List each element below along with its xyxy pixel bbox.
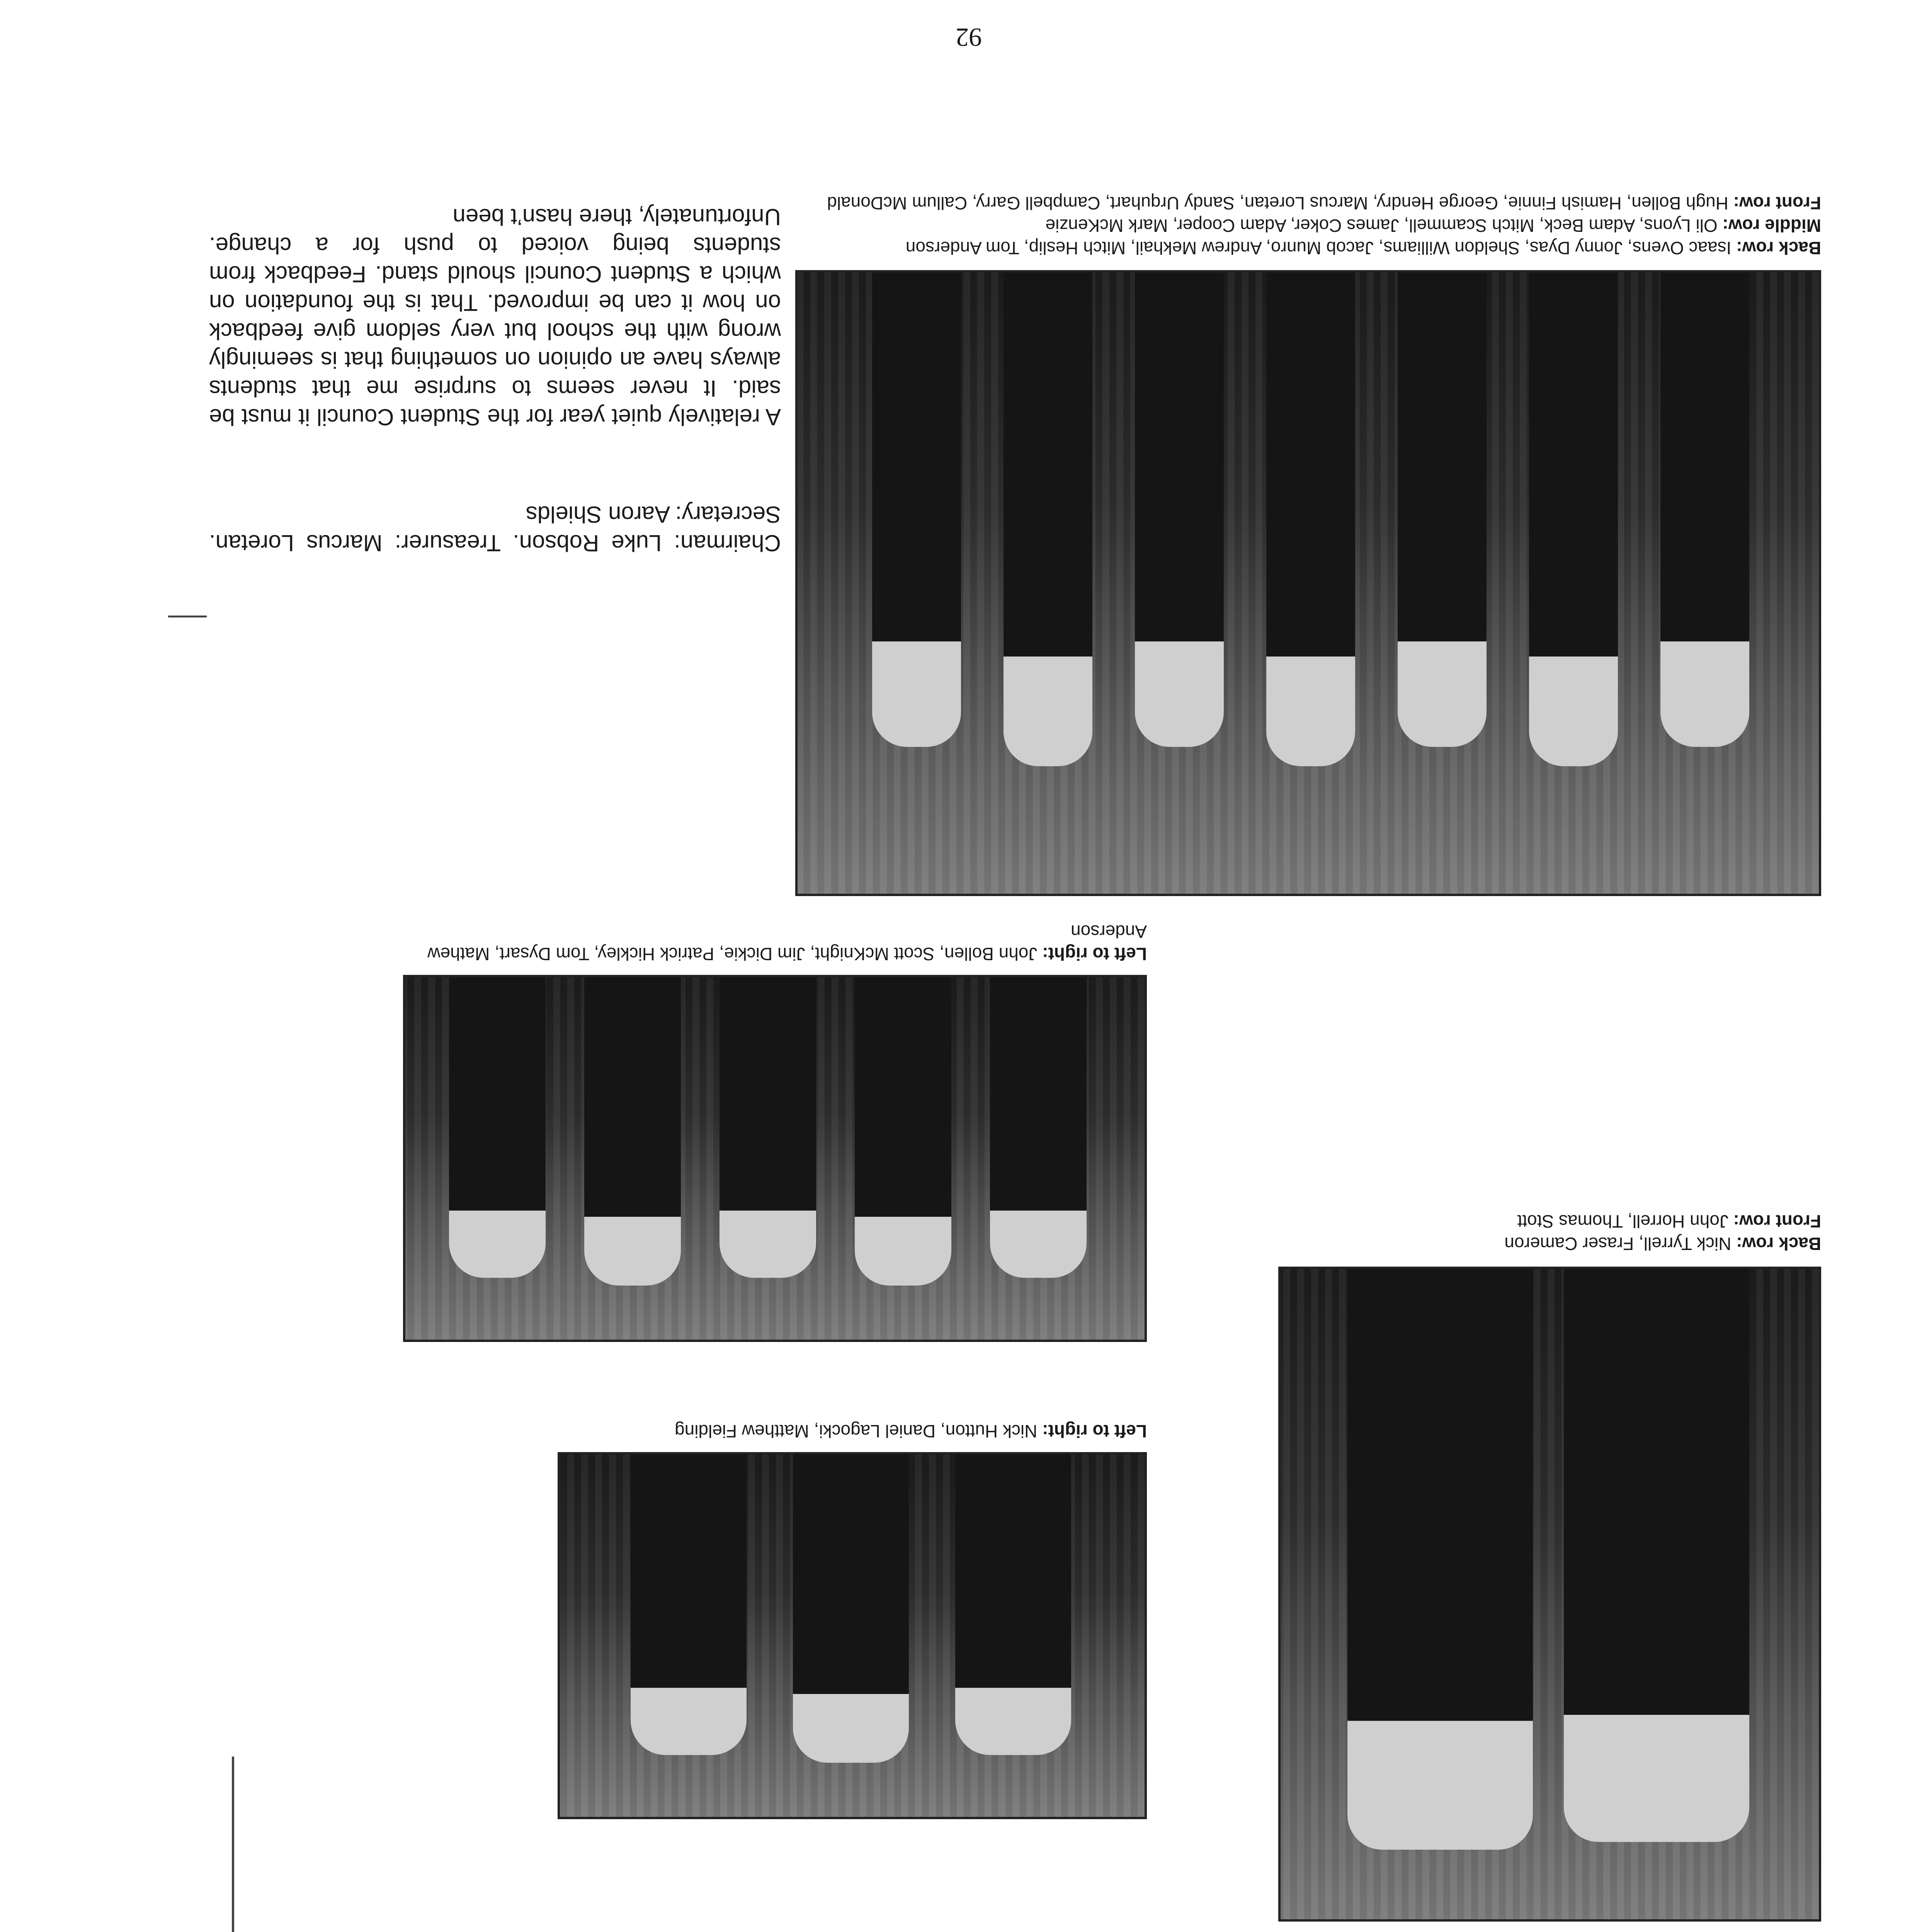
photo-figure — [1660, 270, 1749, 747]
council-officers: Chairman: Luke Robson. Treasurer: Marcus Loretan. Secretary: Aaron Shields — [209, 502, 781, 556]
caption-names: Hugh Bollen, Hamish Finnie, George Hendry, Marcus Loretan, Sandy Urquhart, Campbell Garry, Callum McDonald — [827, 193, 1728, 213]
photo-figure — [1398, 270, 1487, 747]
caption-names: John Bollen, Scott McKnight, Jim Dickie, Patrick Hickley, Tom Dysart, Mathew Anderson — [427, 922, 1147, 964]
caption-back-row — [795, 237, 1821, 259]
council-photo-caption — [795, 192, 1821, 259]
caption-label: Middle row: — [1722, 216, 1821, 236]
economics-team-photo — [1278, 1267, 1821, 1922]
economics-photo-caption — [1278, 1210, 1821, 1255]
caption-label: Front row: — [1733, 1211, 1821, 1231]
photo-figure — [1004, 270, 1092, 766]
photo-figure — [449, 975, 546, 1278]
music-group-photo — [403, 975, 1147, 1342]
photo-figure — [1564, 1267, 1749, 1842]
photo-figure — [955, 1452, 1071, 1755]
caption-names: Nick Tyrrell, Fraser Cameron — [1504, 1234, 1732, 1254]
photo-figure — [793, 1452, 909, 1763]
photo-figure — [855, 975, 951, 1286]
photo-figure — [631, 1452, 747, 1755]
photo-figure — [720, 975, 816, 1278]
photo-figure — [1347, 1267, 1533, 1850]
caption-front-row — [795, 192, 1821, 214]
photo-figure — [1266, 270, 1355, 766]
trio-photo-caption — [558, 1420, 1147, 1442]
caption-front-row — [1278, 1210, 1821, 1233]
photo-figure — [990, 975, 1087, 1278]
photo-figure — [584, 975, 681, 1286]
caption-names: Oli Lyons, Adam Beck, Mitch Scammell, James Coker, Adam Cooper, Mark McKenzie — [1045, 216, 1718, 236]
caption-label: Back row: — [1736, 238, 1821, 258]
council-paragraph: A relatively quiet year for the Student Council it must be said. It never seems to surprise me that students always have an opinion on something that is seemingly wrong with the school but very seldom give feedback on how it can be improved. That is the foundation on which a Student Council should stand. Feedback from students being voiced to push for a change. Unfortunately, there hasn’t been — [209, 204, 781, 430]
photo-figure — [872, 270, 961, 747]
caption-label: Left to right: — [1042, 1421, 1147, 1441]
caption-label: Left to right: — [1042, 944, 1147, 964]
music-photo-caption — [403, 920, 1147, 965]
photo-figure — [1135, 270, 1224, 747]
caption-back-row — [1278, 1233, 1821, 1255]
trio-photo — [558, 1452, 1147, 1819]
page-number: 92 — [956, 23, 982, 52]
photo-figure — [1529, 270, 1618, 766]
caption-middle-row — [795, 214, 1821, 237]
caption-names: John Horrell, Thomas Stott — [1517, 1211, 1728, 1231]
scan-rule — [232, 1757, 234, 1932]
caption-label: Front row: — [1733, 193, 1821, 213]
caption-names: Isaac Ovens, Jonny Dyas, Sheldon Williams, Jacob Munro, Andrew Mekhail, Mitch Heslip, Tom Anderson — [905, 238, 1732, 258]
student-council-photo — [795, 270, 1821, 896]
caption-label: Back row: — [1736, 1234, 1821, 1254]
scan-rule — [168, 616, 207, 617]
caption-names: Nick Hutton, Daniel Lagocki, Matthew Fielding — [675, 1421, 1038, 1441]
